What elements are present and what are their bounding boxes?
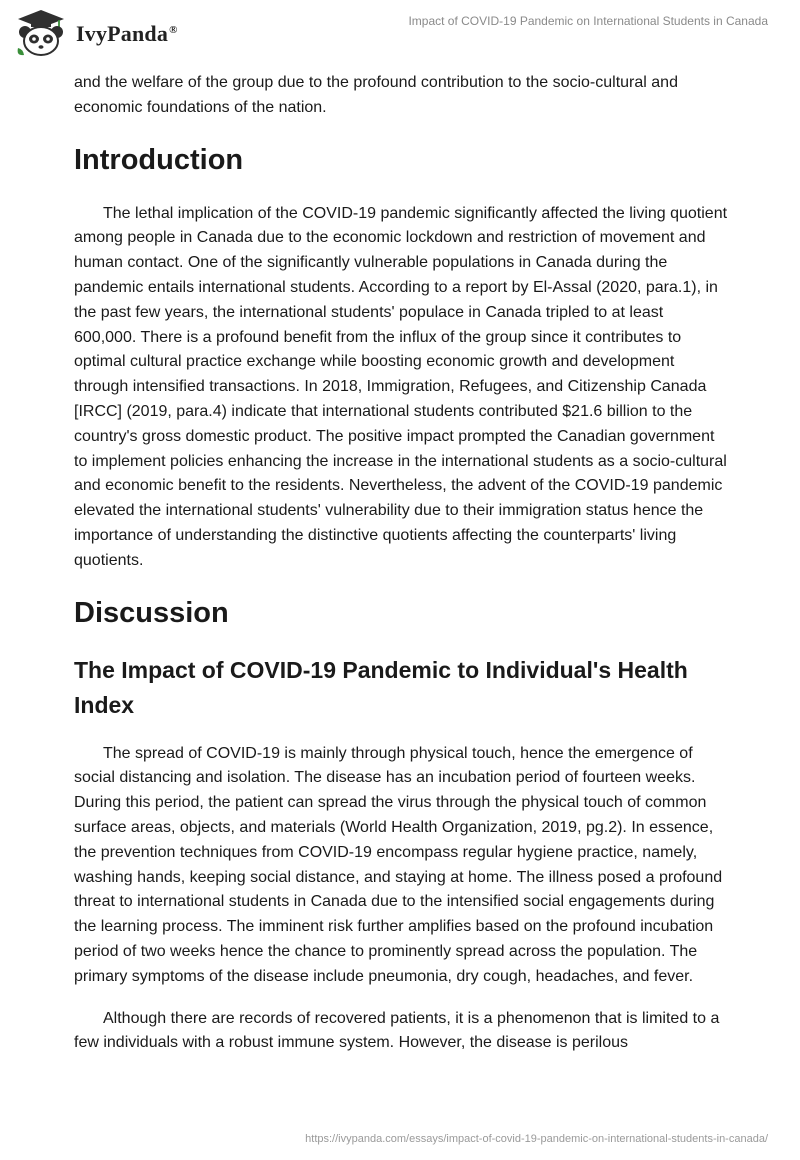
- document-title: Impact of COVID-19 Pandemic on International Students in Canada: [408, 14, 768, 28]
- lead-paragraph: and the welfare of the group due to the profound contribution to the socio-cultural and economic foundations of the nation.: [74, 74, 678, 116]
- panda-graduate-icon: [14, 8, 68, 58]
- essay-content: [74, 71, 728, 1056]
- brand-name: IvyPanda®: [76, 21, 178, 46]
- brand-logo[interactable]: [14, 8, 178, 58]
- discussion-heading: Discussion: [74, 596, 229, 629]
- page-header: [0, 0, 800, 66]
- health-paragraph: The spread of COVID-19 is mainly through physical touch, hence the emergence of social distancing and isolation. The disease has an incubation period of fourteen weeks. During this period, the patient can spread the virus through the physical touch of common surface areas, objects, and materials (World Health Organization, 2019, pg.2). In essence, the prevention techniques from COVID-19 encompass regular hygiene practice, namely, washing hands, keeping social distance, and staying at home. The illness posed a profound threat to international students in Canada due to the intensified social engagements during the learning process. The imminent risk further amplifies based on the profound incubation period of two weeks hence the chance to prominently spread across the population. The primary symptoms of the disease include pneumonia, dry cough, headaches, and fever.: [74, 744, 723, 985]
- introduction-heading: Introduction: [74, 143, 244, 176]
- source-url[interactable]: https://ivypanda.com/essays/impact-of-covid-19-pandemic-on-international-students-in-canada/: [305, 1133, 768, 1145]
- health-index-subheading: The Impact of COVID-19 Pandemic to Individual's Health Index: [74, 656, 688, 718]
- introduction-paragraph: The lethal implication of the COVID-19 pandemic significantly affected the living quotient among people in Canada due to the economic lockdown and restriction of movement and human contact. One of the significantly vulnerable populations in Canada during the pandemic entails international students. According to a report by El-Assal (2020, para.1), in the past few years, the international students' populace in Canada tripled to at least 600,000. There is a profound benefit from the influx of the group since it contributes to optimal cultural practice exchange while boosting economic growth and development through intensified transactions. In 2018, Immigration, Refugees, and Citizenship Canada [IRCC] (2019, para.4) indicate that international students contributed $21.6 billion to the country's gross domestic product. The positive impact prompted the Canadian government to implement policies enhancing the increase in the international students as a socio-cultural and economic benefit to the residents. Nevertheless, the advent of the COVID-19 pandemic elevated the international students' vulnerability due to their immigration status hence the importance of understanding the distinctive quotients affecting the counterparts' living quotients.: [74, 204, 728, 569]
- recovery-paragraph: Although there are records of recovered patients, it is a phenomenon that is limited to a few individuals with a robust immune system. However, the disease is perilous: [74, 1009, 720, 1052]
